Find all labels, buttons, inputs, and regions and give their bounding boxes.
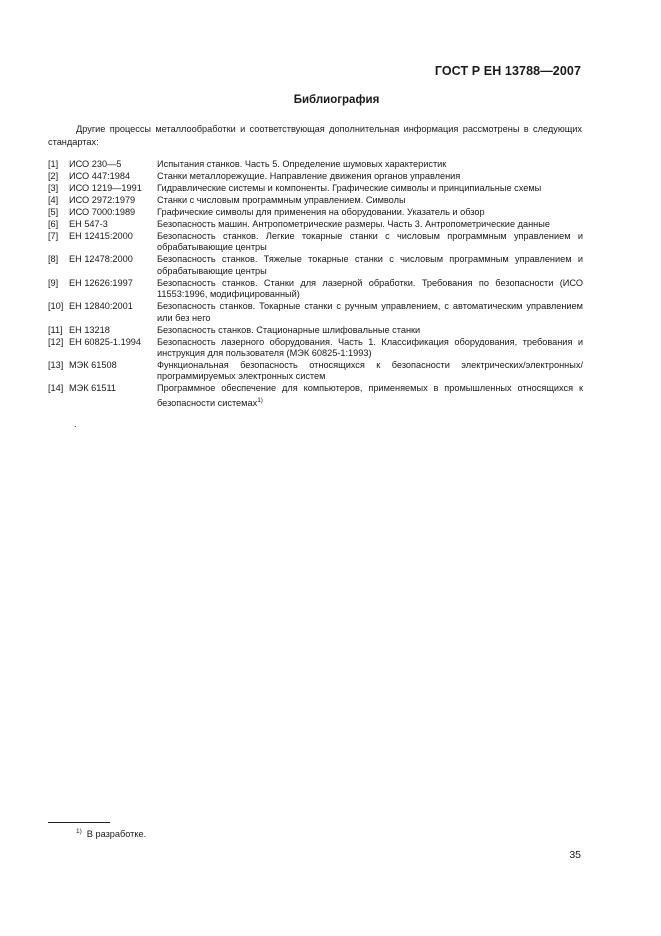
entry-description: Безопасность станков. Станки для лазерной обработки. Требования по безопасности (ИСО 11553:1996, модифицированный) bbox=[157, 277, 583, 300]
entry-number: [14] bbox=[48, 383, 64, 394]
entry-number: [4] bbox=[48, 195, 59, 205]
entry-description: Безопасность лазерного оборудования. Часть 1. Классификация оборудования, требования и инструкция для пользователя (МЭК 60825-1:1993) bbox=[157, 336, 583, 359]
entry-code: ИСО 230—5 bbox=[69, 159, 122, 169]
list-item bbox=[48, 383, 583, 409]
intro-paragraph: Другие процессы металлообработки и соответствующая дополнительная информация рассмотрены в следующих стандартах: bbox=[48, 124, 582, 147]
list-item bbox=[48, 325, 583, 336]
entry-number: [6] bbox=[48, 219, 59, 229]
entry-description: Безопасность станков. Тяжелые токарные станки с числовым программным управлением и обрабатывающие центры bbox=[157, 254, 583, 276]
entry-description: Станки металлорежущие. Направление движения органов управления bbox=[157, 171, 461, 181]
bibliography-list bbox=[48, 159, 583, 410]
footnote-divider bbox=[48, 822, 110, 823]
list-item bbox=[48, 301, 583, 324]
list-item bbox=[48, 360, 583, 383]
entry-description: Станки с числовым программным управлением. Символы bbox=[157, 195, 406, 205]
entry-number: [2] bbox=[48, 171, 59, 181]
entry-description: Безопасность станков. Стационарные шлифовальные станки bbox=[157, 324, 421, 335]
list-item bbox=[48, 159, 583, 170]
entry-code: ЕН 13218 bbox=[69, 324, 110, 335]
entry-code: ИСО 447:1984 bbox=[69, 171, 131, 181]
list-item bbox=[48, 231, 583, 254]
footnote-text: В разработке. bbox=[86, 829, 147, 840]
page-number: 35 bbox=[569, 849, 581, 861]
entry-description: Испытания станков. Часть 5. Определение шумовых характеристик bbox=[157, 159, 447, 169]
entry-number: [5] bbox=[48, 207, 59, 217]
list-item bbox=[48, 254, 583, 277]
entry-description: Функциональная безопасность относящихся к безопасности электрических/электронных/программируемых электронных систем bbox=[157, 360, 583, 382]
entry-description: Безопасность станков. Токарные станки с ручным управлением, с автоматическим управлением или без него bbox=[157, 301, 583, 323]
entry-description: Гидравлические системы и компоненты. Графические символы и принципиальные схемы bbox=[157, 183, 542, 193]
list-item bbox=[48, 278, 583, 301]
entry-code: ЕН 12626:1997 bbox=[69, 277, 133, 288]
footnote-reference: 1) bbox=[257, 396, 263, 404]
entry-code: ИСО 1219—1991 bbox=[69, 183, 142, 193]
entry-number: [10] bbox=[48, 301, 64, 312]
footnote-marker: 1) bbox=[76, 828, 82, 835]
entry-number: [9] bbox=[48, 277, 59, 288]
entry-code: ИСО 2972:1979 bbox=[69, 195, 136, 205]
entry-number: [13] bbox=[48, 360, 64, 371]
list-item bbox=[48, 183, 583, 194]
entry-number: [7] bbox=[48, 231, 59, 241]
entry-code: ЕН 12478:2000 bbox=[69, 254, 133, 265]
document-code: ГОСТ Р ЕН 13788—2007 bbox=[434, 64, 581, 78]
stray-mark: . bbox=[74, 419, 77, 429]
entry-description: Графические символы для применения на оборудовании. Указатель и обзор bbox=[157, 207, 485, 217]
entry-number: [3] bbox=[48, 183, 59, 193]
entry-number: [8] bbox=[48, 254, 59, 265]
entry-number: [11] bbox=[48, 324, 63, 335]
list-item bbox=[48, 219, 583, 230]
entry-description bbox=[157, 383, 583, 409]
entry-description-text: Программное обеспечение для компьютеров, применяемых в промышленных относящихся к безопасности системах bbox=[157, 383, 583, 408]
entry-description: Безопасность машин. Антропометрические размеры. Часть 3. Антропометрические данные bbox=[157, 219, 550, 229]
entry-code: ЕН 12840:2001 bbox=[69, 301, 133, 312]
entry-description: Безопасность станков. Легкие токарные станки с числовым программным управлением и обрабатывающие центры bbox=[157, 231, 583, 253]
entry-code: ЕН 60825-1.1994 bbox=[69, 336, 142, 347]
list-item bbox=[48, 207, 583, 218]
entry-code: ЕН 547-3 bbox=[69, 219, 108, 229]
entry-number: [1] bbox=[48, 159, 59, 169]
page-title: Библиография bbox=[293, 94, 380, 106]
entry-code: ИСО 7000:1989 bbox=[69, 207, 136, 217]
list-item bbox=[48, 195, 583, 206]
entry-number: [12] bbox=[48, 336, 64, 347]
entry-code: ЕН 12415:2000 bbox=[69, 231, 133, 241]
entry-code: МЭК 61508 bbox=[69, 360, 117, 371]
entry-code: МЭК 61511 bbox=[69, 383, 117, 394]
footnote bbox=[76, 828, 146, 839]
list-item bbox=[48, 171, 583, 182]
list-item bbox=[48, 337, 583, 360]
